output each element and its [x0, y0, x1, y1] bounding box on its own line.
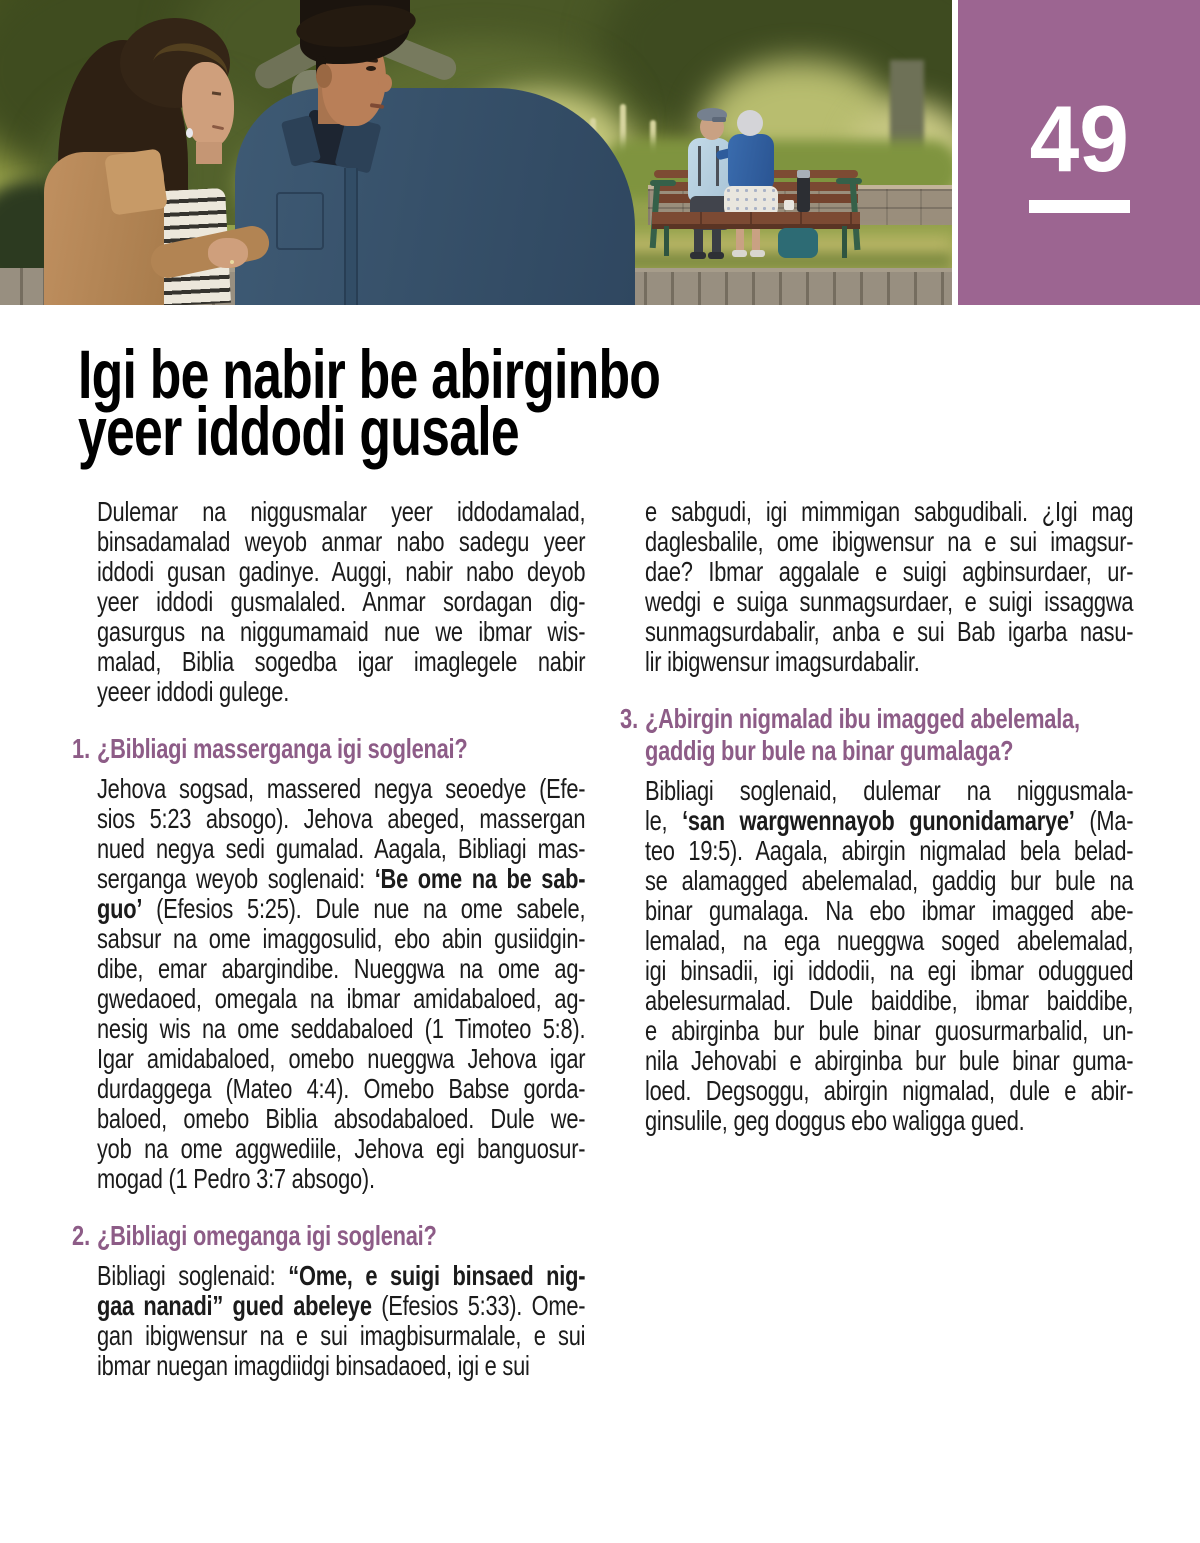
park-photo: [0, 0, 952, 305]
young-woman: [196, 142, 222, 164]
elderly-woman: [736, 226, 744, 252]
paragraph: [97, 1261, 585, 1381]
text-line: se alamagged abelemalad, gaddig bur bule na: [645, 865, 1134, 896]
page-title-line: Igi be nabir be abirginbo: [78, 336, 661, 413]
text-line: iddodi gusan gadinye. Auggi, nabir nabo deyob: [97, 556, 586, 587]
text-line: ginsulile, geg doggus ebo waligga gued.: [645, 1105, 1025, 1136]
text-line: le, ‘san wargwennayob gunonidamarye’ (Ma-: [645, 805, 1134, 836]
text-line: Dulemar na niggusmalar yeer iddodamalad,: [97, 496, 586, 527]
text-line: yeeer iddodi gulege.: [97, 676, 290, 707]
park-bench: [652, 212, 860, 224]
text-line: daglesbalile, ome ibigwensur na e sui imagsur-: [645, 526, 1134, 557]
question-text: [97, 733, 585, 765]
elderly-woman: [732, 250, 747, 257]
question-heading-2: [72, 1220, 585, 1252]
text-line: lir ibigwensur imagsurdabalir.: [645, 646, 920, 677]
paragraph: [645, 497, 1133, 677]
text-line: sabsur na ome imaggosulid, ebo abin gusiidgin-: [97, 923, 586, 954]
text-line: nila Jehovabi e abirginba bur bule binar guma-: [645, 1045, 1134, 1076]
text-line: serganga weyob soglenaid: ‘Be ome na be sab-: [97, 863, 586, 894]
earring: [186, 128, 193, 138]
elderly-man: [694, 228, 703, 254]
elderly-woman: [737, 110, 763, 136]
text-line: nesig wis na ome seddabaloed (1 Timoteo 5:8).: [97, 1013, 586, 1044]
text-line: malad, Biblia sogedba igar imaglegele nabir: [97, 646, 586, 677]
text-line: nued negya sedi gumalad. Aagala, Bibliagi mas-: [97, 833, 586, 864]
text-column-left: [72, 496, 586, 1381]
elderly-man: [690, 252, 706, 259]
text-line: loed. Degsoggu, abirgin nigmalad, dule e abir-: [645, 1075, 1134, 1106]
text-line: Igar amidabaloed, omebo nueggwa Jehova igar: [97, 1043, 586, 1074]
text-line: teo 19:5). Aagala, abirgin nigmalad bela belad-: [645, 835, 1134, 866]
text-line: ¿Bibliagi omeganga igi soglenai?: [97, 1220, 437, 1251]
text-line: Jehova sogsad, massered negya seoedye (Efe-: [97, 773, 586, 804]
ring: [230, 260, 234, 264]
text-line: gan ibigwensur na e sui imagbisurmalale, e sui: [97, 1320, 586, 1351]
question-text: [97, 1220, 585, 1252]
elderly-man: [712, 228, 721, 254]
text-line: gaa nanadi” gued abeleye (Efesios 5:33). Ome-: [97, 1290, 586, 1321]
text-line: gaddig bur bule na binar gumalaga?: [645, 735, 1014, 766]
elderly-woman: [750, 250, 765, 257]
chapter-underline: [1029, 200, 1130, 213]
text-line: abelesurmalad. Dule baiddibe, ibmar baiddibe,: [645, 985, 1134, 1016]
picnic-bag: [778, 228, 818, 258]
text-column-right: [620, 496, 1134, 1136]
chapter-number: 49: [1029, 86, 1129, 191]
question-heading-1: [72, 733, 585, 765]
text-line: wedgi e suiga sunmagsurdaer, e suigi issaggwa: [645, 586, 1134, 617]
page-title-line: yeer iddodi gusale: [78, 393, 519, 470]
elderly-woman: [728, 134, 774, 192]
text-line: sunmagsurdabalir, anba e sui Bab igarba nasu-: [645, 616, 1134, 647]
young-woman: [104, 148, 168, 215]
young-man: [344, 168, 358, 305]
thermos: [797, 176, 810, 212]
question-number: 2.: [72, 1220, 91, 1251]
text-line: yob na ome aggwediile, Jehova egi banguosur-: [97, 1133, 586, 1164]
text-line: ¿Bibliagi masserganga igi soglenai?: [97, 733, 468, 764]
text-line: binar gumalaga. Na ebo ibmar imagged abe-: [645, 895, 1134, 926]
young-man: [378, 74, 392, 92]
text-line: dae? Ibmar aggalale e suigi agbinsurdaer, ur-: [645, 556, 1134, 587]
question-text: [645, 703, 1133, 767]
question-heading-3: [620, 703, 1133, 767]
text-line: binsadamalad weyob anmar nabo sadegu yeer: [97, 526, 586, 557]
thermos: [797, 170, 810, 178]
text-line: gwedaoed, omegala na ibmar amidabaloed, ag-: [97, 983, 586, 1014]
text-line: e sabgudi, igi mimmigan sabgudibali. ¿Igi mag: [645, 496, 1134, 527]
text-line: Bibliagi soglenaid, dulemar na niggusmala-: [645, 775, 1134, 806]
text-line: Bibliagi soglenaid: “Ome, e suigi binsaed nig-: [97, 1260, 586, 1291]
paragraph: [645, 776, 1133, 1136]
park-bench: [652, 224, 860, 229]
paragraph: [97, 497, 585, 707]
text-line: durdaggega (Mateo 4:4). Omebo Babse gorda-: [97, 1073, 586, 1104]
text-line: ¿Abirgin nigmalad ibu imagged abelemala,: [645, 703, 1080, 734]
question-number: 1.: [72, 733, 91, 764]
young-man: [366, 66, 376, 71]
young-man: [316, 64, 332, 88]
park-bench: [842, 226, 847, 258]
elderly-woman: [752, 226, 760, 252]
cup: [784, 200, 794, 210]
text-line: mogad (1 Pedro 3:7 absogo).: [97, 1163, 375, 1194]
elderly-man: [698, 146, 701, 186]
park-bench: [664, 226, 669, 256]
text-line: ibmar nuegan imagdiidgi binsadaoed, igi e sui: [97, 1350, 530, 1381]
young-woman: [208, 238, 248, 268]
text-line: baloed, omebo Biblia absodabaloed. Dule we-: [97, 1103, 586, 1134]
flat-cap: [712, 117, 726, 122]
text-line: gasurgus na niggumamaid nue we ibmar wis-: [97, 616, 586, 647]
chapter-number-block: [958, 0, 1200, 305]
page-title: [78, 336, 661, 470]
text-line: sios 5:23 absogo). Jehova abeged, massergan: [97, 803, 586, 834]
paragraph: [97, 774, 585, 1194]
text-line: lemalad, na ega nueggwa soged abelemalad,: [645, 925, 1134, 956]
elderly-man: [708, 252, 724, 259]
young-man: [276, 192, 324, 250]
text-line: dibe, emar abargindibe. Nueggwa na ome ag-: [97, 953, 586, 984]
text-line: e abirginba bur bule binar guosurmarbalid, un-: [645, 1015, 1134, 1046]
question-number: 3.: [620, 703, 639, 734]
text-line: yeer iddodi gusmalaled. Anmar sordagan dig-: [97, 586, 586, 617]
text-line: igi binsadii, igi iddodii, na egi ibmar oduggued: [645, 955, 1134, 986]
text-line: guo’ (Efesios 5:25). Dule nue na ome sabele,: [97, 893, 586, 924]
